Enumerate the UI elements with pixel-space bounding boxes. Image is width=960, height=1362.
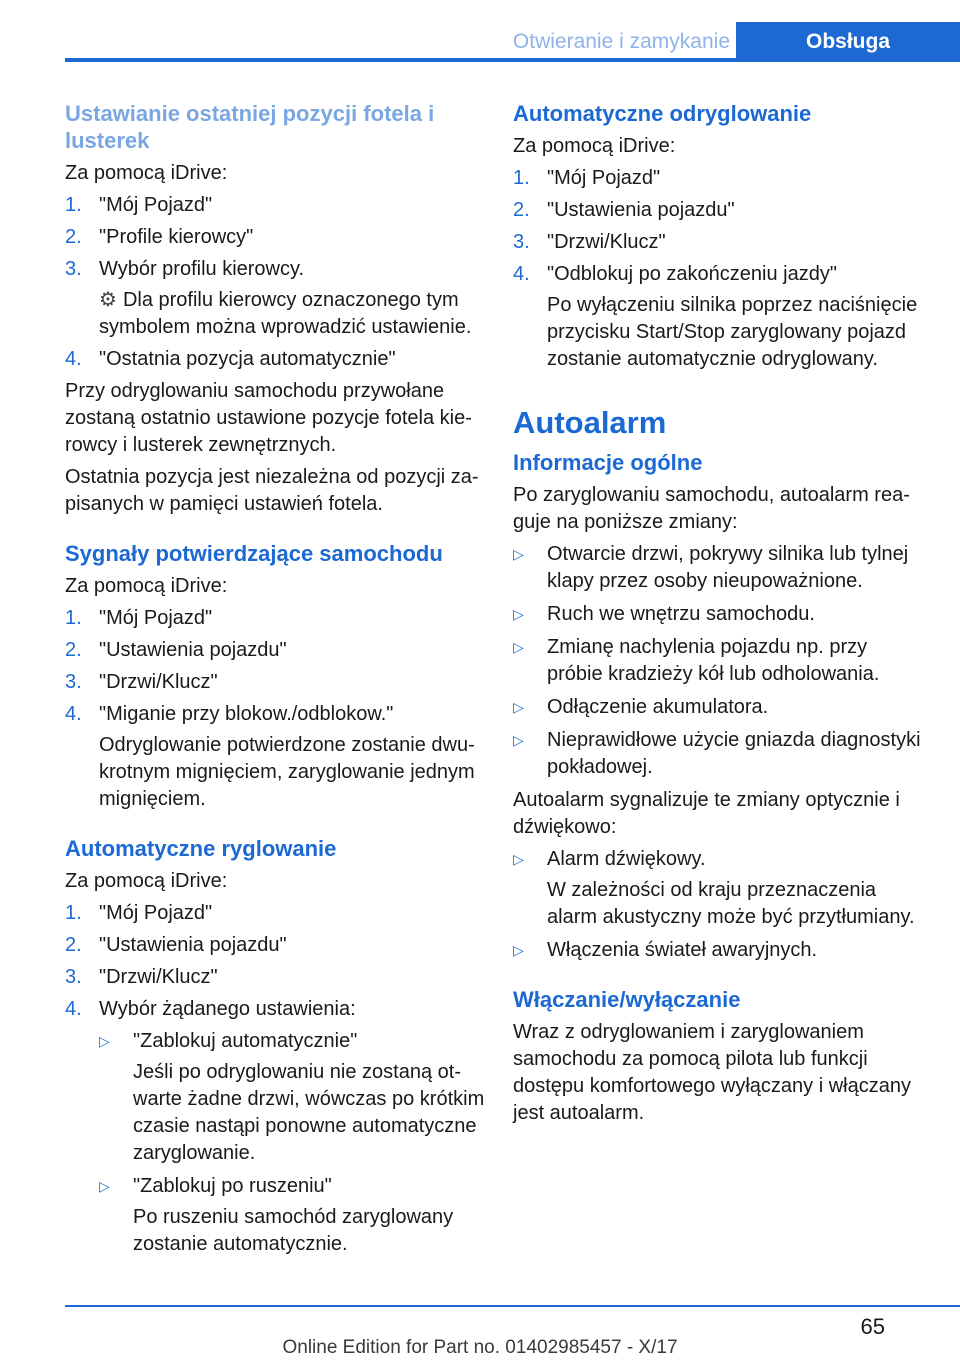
step-number: 3. [65, 966, 82, 988]
list-item [65, 669, 485, 696]
section-title: Sygnały potwierdzające samochodu [65, 541, 443, 566]
step-number: 2. [65, 639, 82, 661]
triangle-bullet-icon: ▷ [99, 1033, 110, 1049]
triangle-bullet-icon: ▷ [513, 639, 524, 655]
step-number: 3. [513, 231, 530, 253]
step-text: "Profile kierowcy" [99, 226, 254, 248]
step-text: "Drzwi/Klucz" [99, 671, 218, 693]
bullet-text: Włączenia świateł awaryjnych. [547, 939, 818, 961]
step-text: "Ostatnia pozycja automatycznie" [99, 348, 396, 370]
footer-rule [65, 1305, 960, 1307]
list-item [513, 694, 923, 721]
section-confirmation-signals [65, 540, 485, 813]
page-header [65, 22, 960, 62]
bullet-text: Zmianę nachylenia pojazdu np. przy próbie kradzieży kół lub odholowania. [547, 636, 880, 685]
intro-text: Za pomocą iDrive: [65, 575, 228, 597]
header-chapter-tab: Obsługa [736, 22, 960, 62]
list-item [513, 261, 923, 373]
option-note: Jeśli po odryglowaniu nie zostaną otwarte żadne drzwi, wówczas po krótkim czasie nastąpi ponowne automatyczne zaryglowanie. [133, 1061, 485, 1164]
bullet-text: Nieprawidłowe użycie gniazda diagnostyki pokładowej. [547, 729, 921, 778]
header-rule [65, 58, 960, 62]
section-alarm-system [513, 403, 923, 964]
section-title: Automatyczne ryglowanie [65, 836, 337, 861]
step-text: "Odblokuj po zakończeniu jazdy" [547, 263, 837, 285]
option-text: "Zablokuj po ruszeniu" [133, 1175, 332, 1197]
bullet-text: Otwarcie drzwi, pokrywy silnika lub tylnej klapy przez osoby nieupoważnione. [547, 543, 909, 592]
step-number: 2. [513, 199, 530, 221]
section-auto-unlocking [513, 100, 923, 373]
triangle-bullet-icon: ▷ [513, 732, 524, 748]
list-item [65, 346, 485, 373]
step-text: "Ustawienia pojazdu" [547, 199, 735, 221]
list-item [513, 937, 923, 964]
bullet-text: Alarm dźwiękowy. [547, 848, 706, 870]
list-item [513, 727, 923, 781]
list-item [513, 634, 923, 688]
section-title: Włączanie/wyłączanie [513, 987, 741, 1012]
step-note [99, 287, 485, 341]
steps-list [513, 165, 923, 373]
step-number: 3. [65, 258, 82, 280]
step-text: Wybór profilu kierowcy. [99, 258, 305, 280]
paragraph: Wraz z odryglowaniem i zaryglowaniem samochodu za pomocą pilota lub funkcji dostępu komfortowego wyłączany i włączany jest autoalarm. [513, 1021, 911, 1124]
options-list [99, 1028, 485, 1258]
step-number: 1. [513, 167, 530, 189]
intro-text: Za pomocą iDrive: [65, 162, 228, 184]
gear-icon: ⚙ [99, 289, 117, 311]
steps-list [65, 900, 485, 1258]
section-title: Automatyczne odryglowanie [513, 101, 812, 126]
list-item [99, 1173, 485, 1258]
list-item [65, 900, 485, 927]
intro-text: Po zaryglowaniu samochodu, autoalarm reaguje na poniższe zmiany: [513, 484, 910, 533]
step-number: 2. [65, 934, 82, 956]
page-number: 65 [860, 1314, 885, 1339]
edition-footer: Online Edition for Part no. 01402985457 - X/17 [282, 1337, 678, 1358]
triangle-bullet-icon: ▷ [513, 606, 524, 622]
section-alarm-on-off [513, 986, 923, 1127]
step-number: 4. [65, 348, 82, 370]
section-title: Informacje ogólne [513, 450, 703, 475]
list-item [513, 197, 923, 224]
bullet-text: Odłączenie akumulatora. [547, 696, 769, 718]
step-note: Po wyłączeniu silnika poprzez naciśnięcie przycisku Start/Stop zaryglowany pojazd zostanie automatycznie odryglowany. [547, 294, 918, 370]
option-note: Po ruszeniu samochód zaryglowany zostanie automatycznie. [133, 1206, 454, 1255]
bullets-list [513, 846, 923, 964]
left-column [65, 100, 485, 1264]
step-text: "Mój Pojazd" [547, 167, 661, 189]
step-number: 4. [65, 703, 82, 725]
step-text: "Miganie przy blokow./odblokow." [99, 703, 394, 725]
intro-text: Za pomocą iDrive: [513, 135, 676, 157]
list-item [65, 605, 485, 632]
list-item [513, 541, 923, 595]
step-number: 3. [65, 671, 82, 693]
triangle-bullet-icon: ▷ [99, 1178, 110, 1194]
option-text: "Zablokuj automatycznie" [133, 1030, 358, 1052]
step-note: Odryglowanie potwierdzone zostanie dwukrotnym mignięciem, zaryglowanie jednym mignięciem. [99, 734, 475, 810]
bullet-note: W zależności od kraju przeznaczenia alarm akustyczny może być przytłumiany. [547, 879, 915, 928]
list-item [65, 964, 485, 991]
chapter-title: Autoalarm [513, 405, 667, 440]
intro-text: Za pomocą iDrive: [65, 870, 228, 892]
triangle-bullet-icon: ▷ [513, 851, 524, 867]
triangle-bullet-icon: ▷ [513, 942, 524, 958]
list-item [65, 192, 485, 219]
step-number: 1. [65, 607, 82, 629]
list-item [513, 601, 923, 628]
list-item [513, 846, 923, 931]
section-title: Ustawianie ostatniej pozycji fotela i lusterek [65, 101, 435, 153]
step-text: "Ustawienia pojazdu" [99, 639, 287, 661]
step-text: "Ustawienia pojazdu" [99, 934, 287, 956]
list-item [65, 932, 485, 959]
bullet-text: Ruch we wnętrzu samochodu. [547, 603, 815, 625]
right-column [513, 100, 923, 1132]
list-item [513, 165, 923, 192]
list-item [99, 1028, 485, 1167]
list-item [65, 701, 485, 813]
step-text: "Drzwi/Klucz" [547, 231, 666, 253]
section-auto-locking [65, 835, 485, 1258]
paragraph: Przy odryglowaniu samochodu przywołane zostaną ostatnio ustawione pozycje fotela kierowcy i lusterek zewnętrznych. [65, 380, 472, 456]
bullets-list [513, 541, 923, 781]
section-last-seat-position [65, 100, 485, 518]
step-note-text: Dla profilu kierowcy oznaczonego tym symbolem można wprowadzić ustawienie. [99, 289, 472, 338]
header-section-title: Otwieranie i zamykanie [512, 30, 730, 53]
triangle-bullet-icon: ▷ [513, 546, 524, 562]
list-item [65, 256, 485, 341]
paragraph: Autoalarm sygnalizuje te zmiany optycznie i dźwiękowo: [513, 789, 900, 838]
step-text: "Mój Pojazd" [99, 902, 213, 924]
steps-list [65, 192, 485, 373]
step-number: 4. [65, 998, 82, 1020]
list-item [513, 229, 923, 256]
paragraph: Ostatnia pozycja jest niezależna od pozycji zapisanych w pamięci ustawień fotela. [65, 466, 479, 515]
step-text: "Mój Pojazd" [99, 607, 213, 629]
step-number: 2. [65, 226, 82, 248]
triangle-bullet-icon: ▷ [513, 699, 524, 715]
step-text: "Mój Pojazd" [99, 194, 213, 216]
list-item [65, 996, 485, 1258]
step-text: Wybór żądanego ustawienia: [99, 998, 356, 1020]
step-number: 1. [65, 902, 82, 924]
step-number: 4. [513, 263, 530, 285]
steps-list [65, 605, 485, 813]
step-number: 1. [65, 194, 82, 216]
list-item [65, 224, 485, 251]
step-text: "Drzwi/Klucz" [99, 966, 218, 988]
list-item [65, 637, 485, 664]
